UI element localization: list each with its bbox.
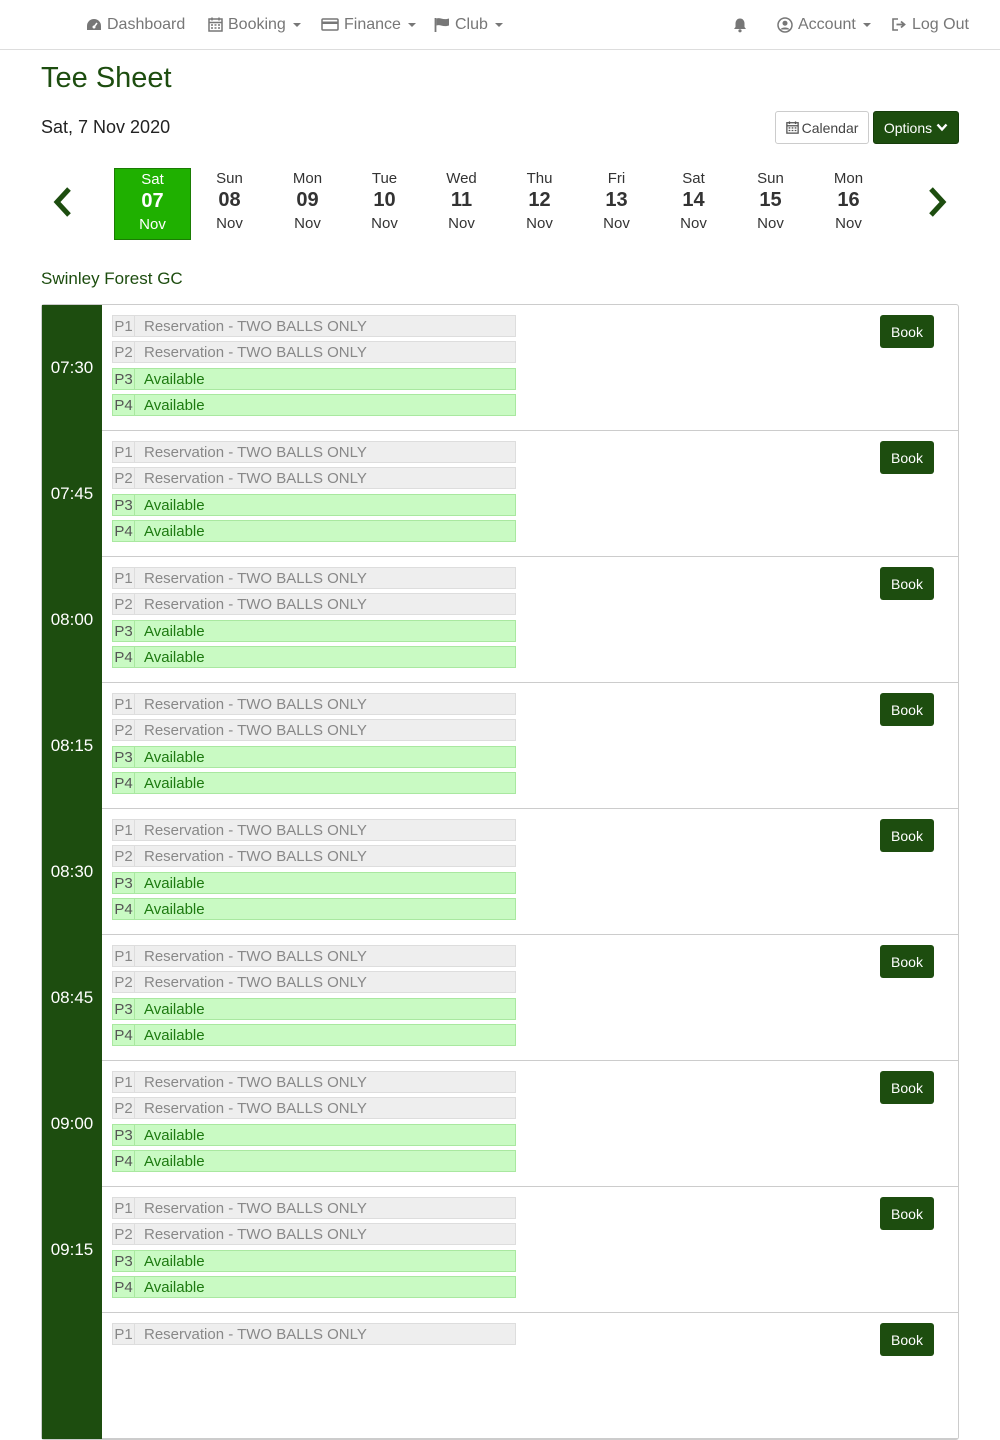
player-slot — [112, 494, 516, 516]
day-month: Nov — [680, 215, 707, 232]
player-position: P1 — [113, 442, 135, 462]
player-position: P3 — [113, 1125, 135, 1145]
player-status: Available — [144, 648, 205, 666]
book-button[interactable]: Book — [880, 567, 934, 600]
book-button[interactable]: Book — [880, 1323, 934, 1356]
flag-icon — [433, 17, 451, 33]
book-button[interactable]: Book — [880, 1071, 934, 1104]
calendar-icon — [206, 17, 224, 33]
player-position: P3 — [113, 747, 135, 767]
player-position: P4 — [113, 521, 135, 541]
player-position: P3 — [113, 1251, 135, 1271]
player-status: Available — [144, 622, 205, 640]
player-slot — [112, 1150, 516, 1172]
day-of-week: Wed — [446, 170, 477, 187]
date-item-1[interactable] — [191, 168, 268, 240]
player-status: Available — [144, 774, 205, 792]
tee-time: 08:45 — [42, 935, 102, 1061]
dashboard-icon — [85, 17, 103, 33]
tee-time: 09:15 — [42, 1187, 102, 1313]
player-slot — [112, 593, 516, 615]
nav-dashboard-label: Dashboard — [107, 15, 186, 33]
day-number: 15 — [759, 189, 782, 211]
player-slot — [112, 1250, 516, 1272]
player-status: Reservation - TWO BALLS ONLY — [144, 821, 367, 839]
day-number: 12 — [528, 189, 551, 211]
player-position: P3 — [113, 873, 135, 893]
day-number: 13 — [605, 189, 628, 211]
player-position: P2 — [113, 846, 135, 866]
day-of-week: Sat — [682, 170, 705, 187]
player-slot — [112, 1323, 516, 1345]
player-slot — [112, 971, 516, 993]
player-status: Available — [144, 748, 205, 766]
player-slot — [112, 567, 516, 589]
day-of-week: Tue — [371, 170, 398, 187]
day-month: Nov — [757, 215, 784, 232]
player-position: P1 — [113, 946, 135, 966]
player-position: P4 — [113, 1025, 135, 1045]
tee-time: 08:30 — [42, 809, 102, 935]
tee-slot — [42, 1313, 958, 1439]
player-status: Reservation - TWO BALLS ONLY — [144, 973, 367, 991]
date-item-3[interactable] — [346, 168, 423, 240]
book-button[interactable]: Book — [880, 1197, 934, 1230]
date-item-5[interactable] — [501, 168, 578, 240]
player-slot — [112, 1097, 516, 1119]
tee-time: 07:30 — [42, 305, 102, 431]
player-position: P2 — [113, 1224, 135, 1244]
day-month: Nov — [603, 215, 630, 232]
player-position: P4 — [113, 773, 135, 793]
player-slot — [112, 772, 516, 794]
tee-slot — [42, 935, 958, 1061]
calendar-icon — [786, 121, 799, 134]
player-status: Available — [144, 1000, 205, 1018]
nav-club-label: Club — [455, 15, 488, 33]
player-position: P1 — [113, 568, 135, 588]
bell-icon — [731, 17, 749, 33]
player-slot — [112, 1223, 516, 1245]
tee-slot — [42, 305, 958, 431]
player-status: Available — [144, 900, 205, 918]
tee-slot — [42, 683, 958, 809]
date-item-9[interactable] — [810, 168, 887, 240]
day-number: 11 — [450, 189, 473, 211]
day-number: 16 — [837, 189, 860, 211]
nav-booking[interactable] — [206, 0, 301, 49]
date-item-2[interactable] — [269, 168, 346, 240]
options-button-label: Options — [883, 119, 933, 136]
tee-sheet-table — [41, 304, 959, 1440]
player-slot — [112, 315, 516, 337]
date-item-6[interactable] — [578, 168, 655, 240]
chevron-down-icon — [293, 23, 301, 27]
chevron-down-icon — [863, 23, 871, 27]
player-slot — [112, 620, 516, 642]
nav-logout-label: Log Out — [912, 15, 969, 33]
date-item-7[interactable] — [655, 168, 732, 240]
tee-time: 08:15 — [42, 683, 102, 809]
day-month: Nov — [294, 215, 321, 232]
player-slot — [112, 719, 516, 741]
nav-account[interactable] — [776, 0, 871, 49]
options-button[interactable] — [873, 111, 959, 144]
player-slot — [112, 819, 516, 841]
nav-dashboard[interactable] — [85, 0, 185, 49]
day-month: Nov — [216, 215, 243, 232]
day-of-week: Thu — [526, 170, 553, 187]
day-of-week: Sat — [141, 171, 164, 188]
player-position: P2 — [113, 468, 135, 488]
player-position: P3 — [113, 495, 135, 515]
book-button[interactable]: Book — [880, 693, 934, 726]
player-slot — [112, 368, 516, 390]
date-item-0[interactable] — [114, 168, 191, 240]
player-position: P3 — [113, 999, 135, 1019]
player-status: Reservation - TWO BALLS ONLY — [144, 569, 367, 587]
credit-card-icon — [320, 17, 340, 33]
player-slot — [112, 1124, 516, 1146]
player-slot — [112, 394, 516, 416]
page-title: Tee Sheet — [41, 62, 172, 94]
player-position: P1 — [113, 1324, 135, 1344]
player-position: P2 — [113, 594, 135, 614]
player-position: P1 — [113, 316, 135, 336]
player-slot — [112, 1197, 516, 1219]
tee-time — [42, 1313, 102, 1439]
player-position: P4 — [113, 1277, 135, 1297]
player-status: Reservation - TWO BALLS ONLY — [144, 1099, 367, 1117]
chevron-right-icon — [926, 186, 948, 218]
player-position: P3 — [113, 369, 135, 389]
player-slot — [112, 746, 516, 768]
player-position: P2 — [113, 972, 135, 992]
book-button[interactable]: Book — [880, 819, 934, 852]
player-status: Available — [144, 1126, 205, 1144]
player-status: Reservation - TWO BALLS ONLY — [144, 1325, 367, 1343]
player-slot — [112, 1024, 516, 1046]
player-status: Reservation - TWO BALLS ONLY — [144, 469, 367, 487]
tee-slot — [42, 557, 958, 683]
player-slot — [112, 998, 516, 1020]
course-name: Swinley Forest GC — [41, 269, 183, 288]
day-number: 14 — [682, 189, 705, 211]
book-button[interactable]: Book — [880, 315, 934, 348]
tee-time: 08:00 — [42, 557, 102, 683]
player-slot — [112, 945, 516, 967]
day-of-week: Sun — [216, 170, 243, 187]
day-of-week: Mon — [833, 170, 864, 187]
player-status: Reservation - TWO BALLS ONLY — [144, 1225, 367, 1243]
tee-slot — [42, 1061, 958, 1187]
player-position: P1 — [113, 1198, 135, 1218]
player-status: Available — [144, 396, 205, 414]
player-status: Reservation - TWO BALLS ONLY — [144, 595, 367, 613]
player-status: Reservation - TWO BALLS ONLY — [144, 443, 367, 461]
nav-finance-label: Finance — [344, 15, 401, 33]
player-status: Reservation - TWO BALLS ONLY — [144, 721, 367, 739]
day-of-week: Fri — [607, 170, 626, 187]
player-position: P4 — [113, 395, 135, 415]
player-status: Reservation - TWO BALLS ONLY — [144, 317, 367, 335]
player-position: P4 — [113, 899, 135, 919]
day-month: Nov — [448, 215, 475, 232]
tee-time: 09:00 — [42, 1061, 102, 1187]
nav-club[interactable] — [433, 0, 503, 49]
tee-slot — [42, 431, 958, 557]
date-item-4[interactable] — [423, 168, 500, 240]
player-slot — [112, 693, 516, 715]
player-slot — [112, 520, 516, 542]
nav-logout[interactable] — [890, 0, 969, 49]
player-status: Available — [144, 1252, 205, 1270]
player-status: Reservation - TWO BALLS ONLY — [144, 695, 367, 713]
player-slot — [112, 1071, 516, 1093]
chevron-down-icon — [936, 123, 948, 132]
day-month: Nov — [526, 215, 553, 232]
player-slot — [112, 872, 516, 894]
player-status: Reservation - TWO BALLS ONLY — [144, 1199, 367, 1217]
tee-slot — [42, 809, 958, 935]
chevron-down-icon — [408, 23, 416, 27]
day-of-week: Sun — [757, 170, 784, 187]
player-slot — [112, 898, 516, 920]
player-position: P3 — [113, 621, 135, 641]
chevron-left-icon — [52, 186, 74, 218]
player-status: Available — [144, 522, 205, 540]
day-month: Nov — [139, 216, 166, 233]
player-status: Available — [144, 874, 205, 892]
day-number: 07 — [141, 190, 164, 212]
day-number: 08 — [218, 189, 241, 211]
current-date: Sat, 7 Nov 2020 — [41, 117, 171, 137]
player-position: P2 — [113, 720, 135, 740]
player-position: P2 — [113, 1098, 135, 1118]
sign-out-icon — [890, 17, 908, 33]
calendar-button-label: Calendar — [801, 119, 859, 136]
nav-booking-label: Booking — [228, 15, 286, 33]
player-slot — [112, 646, 516, 668]
player-status: Available — [144, 1152, 205, 1170]
chevron-down-icon — [495, 23, 503, 27]
player-status: Available — [144, 496, 205, 514]
user-circle-icon — [776, 17, 794, 33]
player-status: Available — [144, 370, 205, 388]
nav-finance[interactable] — [320, 0, 416, 49]
day-month: Nov — [371, 215, 398, 232]
tee-slot — [42, 1187, 958, 1313]
nav-account-label: Account — [798, 15, 856, 33]
player-position: P4 — [113, 1151, 135, 1171]
player-slot — [112, 441, 516, 463]
player-status: Reservation - TWO BALLS ONLY — [144, 343, 367, 361]
player-slot — [112, 467, 516, 489]
book-button[interactable]: Book — [880, 945, 934, 978]
tee-time: 07:45 — [42, 431, 102, 557]
player-position: P1 — [113, 820, 135, 840]
day-month: Nov — [835, 215, 862, 232]
prev-date-button[interactable] — [48, 184, 78, 220]
player-position: P1 — [113, 694, 135, 714]
top-navbar — [0, 0, 1000, 50]
day-number: 10 — [373, 189, 396, 211]
player-status: Reservation - TWO BALLS ONLY — [144, 1073, 367, 1091]
player-slot — [112, 341, 516, 363]
player-status: Reservation - TWO BALLS ONLY — [144, 947, 367, 965]
next-date-button[interactable] — [922, 184, 952, 220]
day-number: 09 — [296, 189, 319, 211]
date-item-8[interactable] — [732, 168, 809, 240]
player-status: Available — [144, 1026, 205, 1044]
book-button[interactable]: Book — [880, 441, 934, 474]
day-of-week: Mon — [292, 170, 323, 187]
player-position: P1 — [113, 1072, 135, 1092]
player-slot — [112, 1276, 516, 1298]
player-status: Reservation - TWO BALLS ONLY — [144, 847, 367, 865]
player-slot — [112, 845, 516, 867]
player-status: Available — [144, 1278, 205, 1296]
calendar-button[interactable] — [775, 111, 869, 144]
player-position: P4 — [113, 647, 135, 667]
player-position: P2 — [113, 342, 135, 362]
notifications-button[interactable] — [731, 0, 753, 49]
